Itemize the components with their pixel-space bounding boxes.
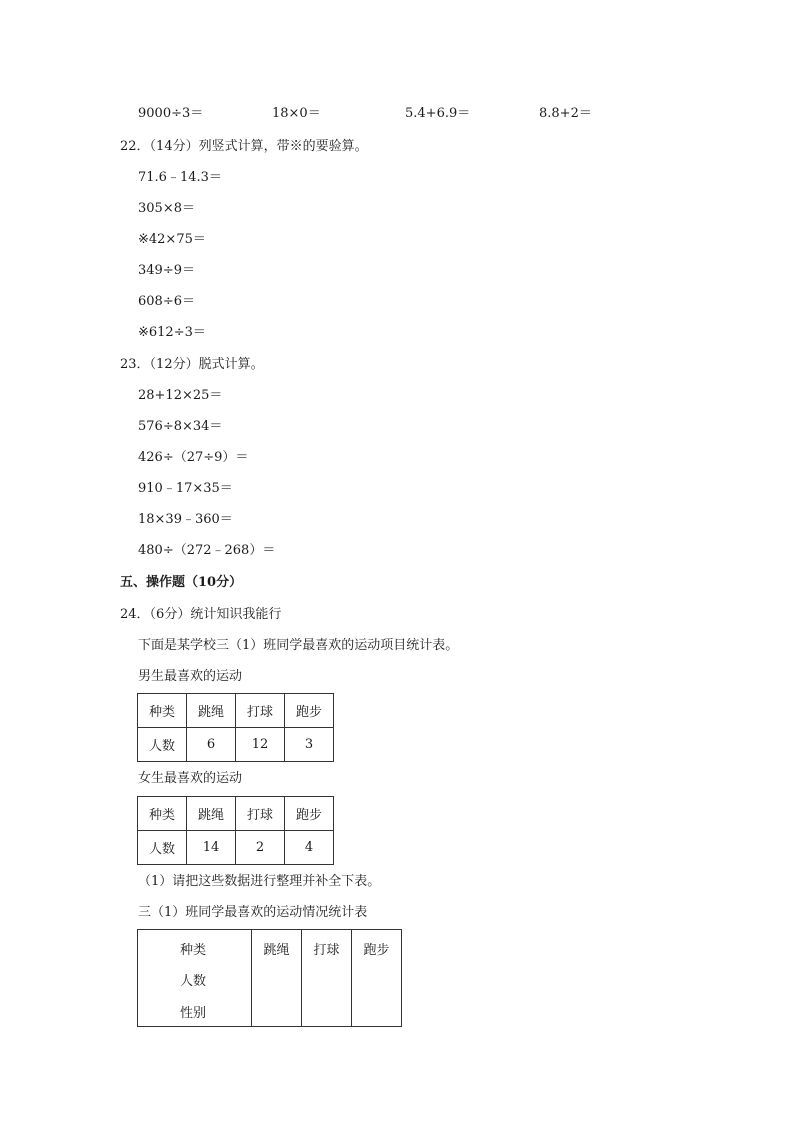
table-cell: 4 <box>285 831 334 865</box>
q22-item-4: 349÷9＝ <box>138 263 195 278</box>
q23-title: 23．（12分）脱式计算。 <box>120 357 264 372</box>
table-cell: 跑步 <box>285 694 334 728</box>
section-heading: 五、操作题（10分） <box>120 575 243 590</box>
table-cell: 跳绳 <box>187 797 236 831</box>
table-cell: 打球 <box>236 797 285 831</box>
column-header-label: 跑步 <box>363 943 390 958</box>
table-cell: 跑步 <box>285 797 334 831</box>
q22-item-1: 71.6﹣14.3＝ <box>138 170 222 185</box>
table-cell: 人数 <box>138 728 187 762</box>
q23-item-2: 576÷8×34＝ <box>138 419 223 434</box>
column-header-cell <box>252 930 302 1027</box>
final-table-caption: 三（1）班同学最喜欢的运动情况统计表 <box>138 905 368 920</box>
column-header-label: 跳绳 <box>263 943 290 958</box>
girls-table <box>137 796 334 865</box>
table-cell: 2 <box>236 831 285 865</box>
boys-table <box>137 693 334 762</box>
q23-item-5: 18×39﹣360＝ <box>138 512 233 527</box>
table-cell: 打球 <box>236 694 285 728</box>
q24-title: 24．（6分）统计知识我能行 <box>120 607 282 622</box>
table-cell: 3 <box>285 728 334 762</box>
q24-sub1: （1）请把这些数据进行整理并补全下表。 <box>138 874 381 889</box>
q22-item-2: 305×8＝ <box>138 201 195 216</box>
oral-calc-1: 9000÷3＝ <box>138 106 204 121</box>
table-cell: 14 <box>187 831 236 865</box>
table-cell: 人数 <box>138 831 187 865</box>
diag-label-kind: 种类 <box>180 943 207 958</box>
table-cell: 12 <box>236 728 285 762</box>
table-row <box>138 694 334 728</box>
q22-item-6: ※612÷3＝ <box>138 325 206 340</box>
column-header-label: 打球 <box>313 943 340 958</box>
table-row <box>138 797 334 831</box>
oral-calc-3: 5.4+6.9＝ <box>405 106 471 121</box>
table-row <box>138 728 334 762</box>
q22-item-5: 608÷6＝ <box>138 294 195 309</box>
diag-label-gender: 性别 <box>180 1006 207 1021</box>
q23-item-3: 426÷（27÷9）＝ <box>138 450 249 465</box>
table-row <box>138 831 334 865</box>
diagonal-header-cell <box>138 930 252 1027</box>
column-header-cell <box>302 930 352 1027</box>
column-header-cell <box>352 930 402 1027</box>
oral-calc-2: 18×0＝ <box>272 106 321 121</box>
table-cell: 6 <box>187 728 236 762</box>
table-cell: 种类 <box>138 797 187 831</box>
girls-table-caption: 女生最喜欢的运动 <box>138 771 243 786</box>
oral-calc-4: 8.8+2＝ <box>539 106 592 121</box>
q23-item-6: 480÷（272﹣268）＝ <box>138 543 276 558</box>
q24-intro: 下面是某学校三（1）班同学最喜欢的运动项目统计表。 <box>138 638 459 653</box>
q22-item-3: ※42×75＝ <box>138 232 206 247</box>
table-row <box>138 930 402 1027</box>
table-cell: 跳绳 <box>187 694 236 728</box>
diag-label-count: 人数 <box>180 974 207 989</box>
summary-table <box>137 929 402 1027</box>
q23-item-1: 28+12×25＝ <box>138 388 223 403</box>
q22-title: 22．（14分）列竖式计算，带※的要验算。 <box>120 139 368 154</box>
q23-item-4: 910﹣17×35＝ <box>138 481 233 496</box>
boys-table-caption: 男生最喜欢的运动 <box>138 669 243 684</box>
table-cell: 种类 <box>138 694 187 728</box>
